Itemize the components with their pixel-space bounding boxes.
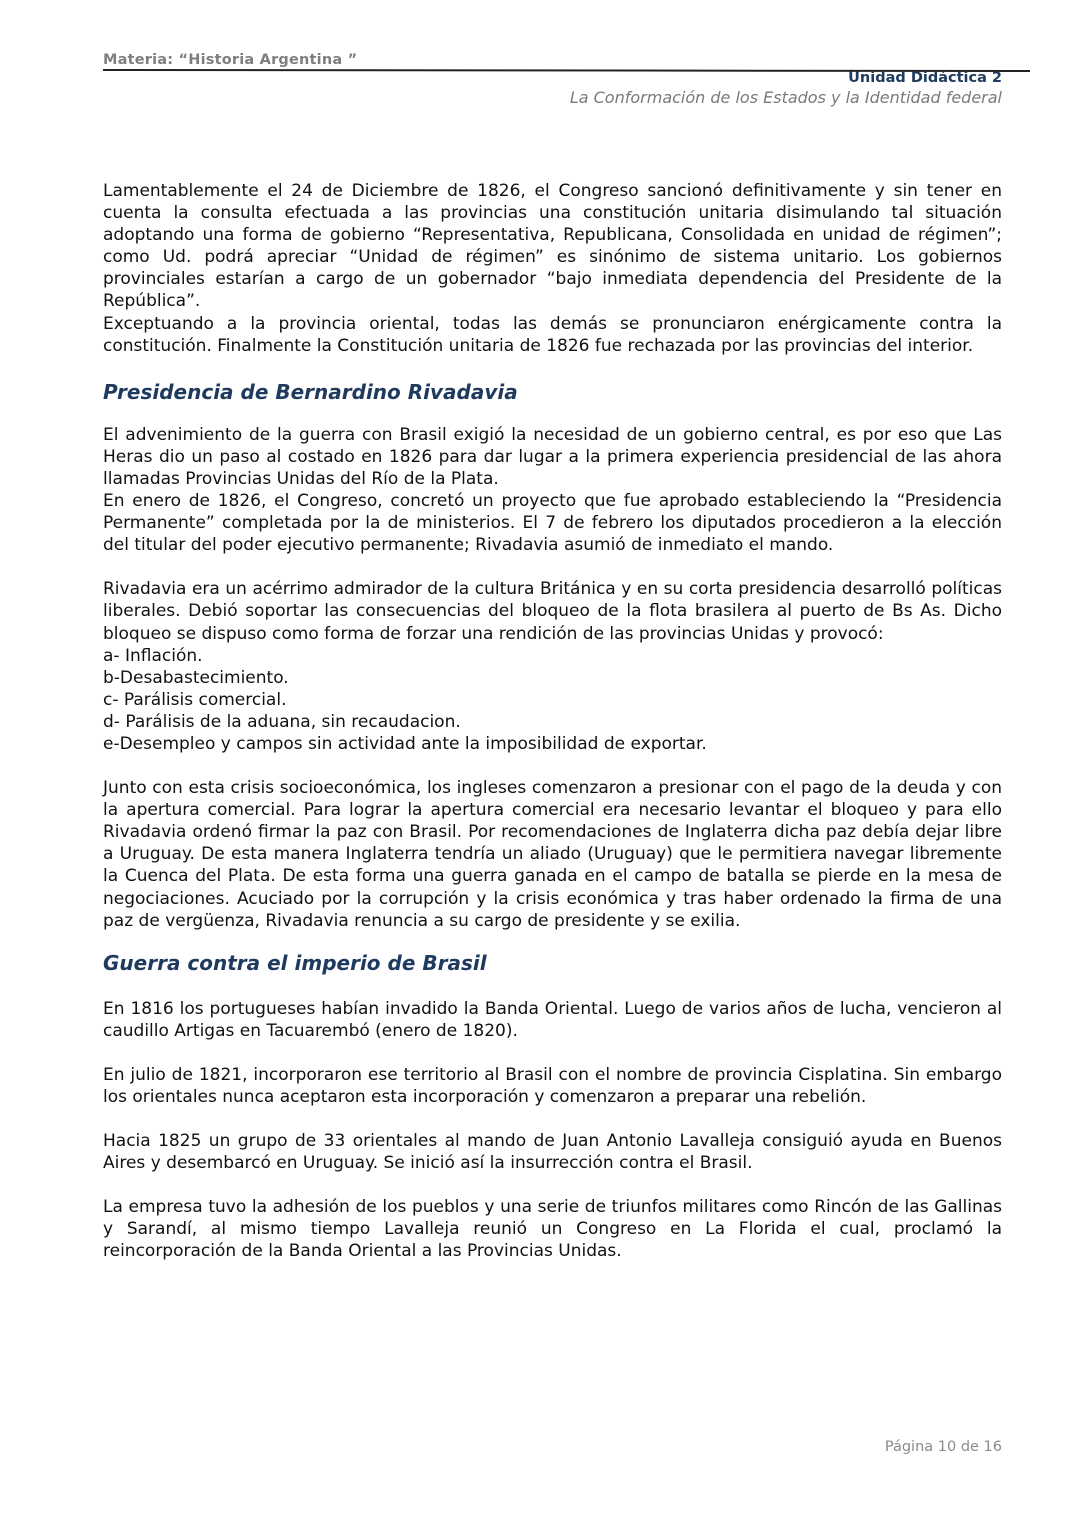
paragraph: En 1816 los portugueses habían invadido la Banda Oriental. Luego de varios años de lucha, vencieron al caudillo Artigas en Tacuarembó (enero de 1820). [103,998,1002,1041]
list-item: c- Parálisis comercial. [103,689,287,710]
page-number: Página 10 de 16 [884,1439,1002,1455]
paragraph: El advenimiento de la guerra con Brasil exigió la necesidad de un gobierno central, es por eso que Las Heras dio un paso al costado en 1826 para dar lugar a la primera experiencia presidencial de las ahora llamadas Provincias Unidas del Río de la Plata. [103,424,1002,489]
paragraph: Hacia 1825 un grupo de 33 orientales al mando de Juan Antonio Lavalleja consiguió ayuda en Buenos Aires y desembarcó en Uruguay. Se inició así la insurrección contra el Brasil. [103,1131,1002,1174]
list-item: d- Parálisis de la aduana, sin recaudacion. [103,711,461,732]
subject-label: Materia: “Historia Argentina ” [103,52,358,68]
list-item: e-Desempleo y campos sin actividad ante la imposibilidad de exportar. [103,733,707,754]
paragraph: Rivadavia era un acérrimo admirador de la cultura Británica y en su corta presidencia desarrolló políticas liberales. Debió soportar las consecuencias del bloqueo de la flota brasilera al puerto de Bs As. Dicho bloqueo se dispuso como forma de forzar una rendición de las provincias Unidas y provocó: [103,579,1002,644]
paragraph: Exceptuando a la provincia oriental, todas las demás se pronunciaron enérgicamente contra la constitución. Finalmente la Constitución unitaria de 1826 fue rechazada por las provincias del interior. [103,313,1002,356]
list-item: b-Desabastecimiento. [103,667,289,688]
unit-label: Unidad Didáctica 2 [848,70,1002,86]
paragraph: En enero de 1826, el Congreso, concretó un proyecto que fue aprobado estableciendo la “Presidencia Permanente” completada por la de ministerios. El 7 de febrero los diputados procedieron a la elección del titular del poder ejecutivo permanente; Rivadavia asumió de inmediato el mando. [103,491,1002,556]
document-body [103,180,1002,1263]
paragraph: La empresa tuvo la adhesión de los pueblos y una serie de triunfos militares como Rincón de las Gallinas y Sarandí, al mismo tiempo Lavalleja reunió un Congreso en La Florida el cual, proclamó la reincorporación de la Banda Oriental a las Provincias Unidas. [103,1197,1002,1262]
paragraph: Junto con esta crisis socioeconómica, los ingleses comenzaron a presionar con el pago de la deuda y con la apertura comercial. Para lograr la apertura comercial era necesario levantar el bloqueo y para ello Rivadavia ordenó firmar la paz con Brasil. Por recomendaciones de Inglaterra dicha paz debía dejar libre a Uruguay. De esta manera Inglaterra tendría un aliado (Uruguay) que le permitiera navegar libremente la Cuenca del Plata. De esta forma una guerra ganada en el campo de batalla se pierde en la mesa de negociaciones. Acuciado por la corrupción y la crisis económica y tras haber ordenado la firma de una paz de vergüenza, Rivadavia renuncia a su cargo de presidente y se exilia. [103,778,1002,931]
consequences-list [103,645,1002,755]
list-item: a- Inflación. [103,645,203,666]
unit-title: La Conformación de los Estados y la Identidad federal [569,88,1002,107]
paragraph: Lamentablemente el 24 de Diciembre de 1826, el Congreso sancionó definitivamente y sin tener en cuenta la consulta efectuada a las provincias una constitución unitaria disimulando tal situación adoptando una forma de gobierno “Representativa, Republicana, Consolidada en unidad de régimen”; como Ud. podrá apreciar “Unidad de régimen” es sinónimo de sistema unitario. Los gobiernos provinciales estarían a cargo de un gobernador “bajo inmediata dependencia del Presidente de la República”. [103,181,1002,312]
section-heading-brasil: Guerra contra el imperio de Brasil [103,950,487,975]
paragraph: En julio de 1821, incorporaron ese territorio al Brasil con el nombre de provincia Cisplatina. Sin embargo los orientales nunca aceptaron esta incorporación y comenzaron a preparar una rebelión. [103,1064,1002,1107]
section-heading-rivadavia: Presidencia de Bernardino Rivadavia [103,379,518,404]
